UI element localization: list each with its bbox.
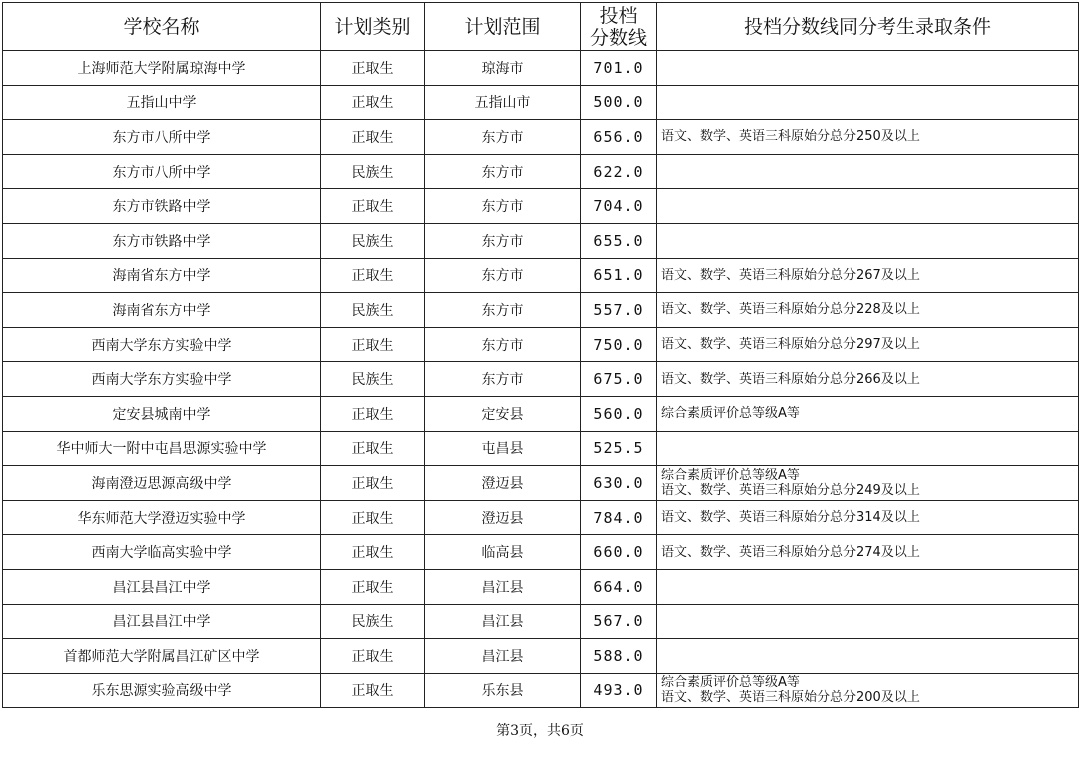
table-row (3, 500, 1079, 535)
table-row (3, 604, 1079, 639)
condition-line: 综合素质评价总等级A等 (661, 467, 800, 483)
cell-scope: 琼海市 (425, 51, 581, 86)
cell-score: 660.0 (581, 535, 657, 570)
table-row (3, 258, 1079, 293)
table-row (3, 639, 1079, 674)
table-row (3, 535, 1079, 570)
cell-condition (657, 154, 1079, 189)
condition-line: 综合素质评价总等级A等 (661, 675, 800, 691)
cell-score: 750.0 (581, 327, 657, 362)
table-header-row (3, 3, 1079, 51)
cell-school: 五指山中学 (3, 85, 321, 120)
header-score (581, 3, 657, 51)
cell-school: 西南大学东方实验中学 (3, 362, 321, 397)
cell-category: 正取生 (321, 85, 425, 120)
cell-condition (657, 466, 1079, 501)
cell-school: 华中师大一附中屯昌思源实验中学 (3, 431, 321, 466)
cell-school: 东方市八所中学 (3, 120, 321, 155)
cell-school: 上海师范大学附属琼海中学 (3, 51, 321, 86)
cell-scope: 定安县 (425, 396, 581, 431)
page-number: 第3页，共6页 (496, 723, 584, 739)
cell-school: 西南大学东方实验中学 (3, 327, 321, 362)
table-row (3, 327, 1079, 362)
cell-school: 定安县城南中学 (3, 396, 321, 431)
cell-scope: 昌江县 (425, 639, 581, 674)
cell-school: 首都师范大学附属昌江矿区中学 (3, 639, 321, 674)
cell-scope: 东方市 (425, 327, 581, 362)
header-category: 计划类别 (321, 3, 425, 51)
cell-school: 昌江县昌江中学 (3, 604, 321, 639)
cell-scope: 乐东县 (425, 673, 581, 708)
cell-scope: 屯昌县 (425, 431, 581, 466)
cell-score: 664.0 (581, 569, 657, 604)
cell-school: 东方市八所中学 (3, 154, 321, 189)
cell-condition (657, 258, 1079, 293)
cell-score: 655.0 (581, 223, 657, 258)
table-row (3, 189, 1079, 224)
cell-score: 656.0 (581, 120, 657, 155)
cell-school: 海南省东方中学 (3, 293, 321, 328)
cell-scope: 东方市 (425, 154, 581, 189)
table-row (3, 51, 1079, 86)
cell-score: 560.0 (581, 396, 657, 431)
cell-condition (657, 569, 1079, 604)
cell-category: 民族生 (321, 604, 425, 639)
condition-line: 语文、数学、英语三科原始分总分314及以上 (661, 510, 920, 526)
cell-scope: 澄迈县 (425, 466, 581, 501)
table-row (3, 431, 1079, 466)
cell-school: 西南大学临高实验中学 (3, 535, 321, 570)
table-row (3, 85, 1079, 120)
cell-category: 正取生 (321, 569, 425, 604)
header-score-line2: 分数线 (589, 26, 647, 49)
cell-school: 昌江县昌江中学 (3, 569, 321, 604)
cell-condition (657, 51, 1079, 86)
cell-category: 民族生 (321, 223, 425, 258)
cell-school: 东方市铁路中学 (3, 223, 321, 258)
condition-line: 语文、数学、英语三科原始分总分228及以上 (661, 302, 920, 318)
cell-school: 乐东思源实验高级中学 (3, 673, 321, 708)
cell-category: 正取生 (321, 120, 425, 155)
cell-condition (657, 639, 1079, 674)
cell-scope: 五指山市 (425, 85, 581, 120)
cell-school: 海南省东方中学 (3, 258, 321, 293)
table-row (3, 120, 1079, 155)
header-score-line1: 投档 (599, 4, 638, 27)
cell-school: 海南澄迈思源高级中学 (3, 466, 321, 501)
cell-score: 622.0 (581, 154, 657, 189)
cell-category: 正取生 (321, 673, 425, 708)
cell-scope: 东方市 (425, 189, 581, 224)
cell-score: 567.0 (581, 604, 657, 639)
cell-condition (657, 120, 1079, 155)
cell-score: 651.0 (581, 258, 657, 293)
cell-category: 正取生 (321, 500, 425, 535)
table-row (3, 396, 1079, 431)
cell-condition (657, 673, 1079, 708)
cell-condition (657, 327, 1079, 362)
condition-line: 语文、数学、英语三科原始分总分266及以上 (661, 371, 920, 387)
cell-category: 民族生 (321, 293, 425, 328)
cell-score: 784.0 (581, 500, 657, 535)
cell-scope: 东方市 (425, 293, 581, 328)
cell-scope: 东方市 (425, 258, 581, 293)
cell-score: 704.0 (581, 189, 657, 224)
table-row (3, 673, 1079, 708)
table-row (3, 362, 1079, 397)
cell-category: 正取生 (321, 396, 425, 431)
cell-score: 588.0 (581, 639, 657, 674)
cell-category: 正取生 (321, 327, 425, 362)
cell-scope: 临高县 (425, 535, 581, 570)
cell-score: 630.0 (581, 466, 657, 501)
cell-category: 正取生 (321, 51, 425, 86)
condition-line: 语文、数学、英语三科原始分总分297及以上 (661, 337, 920, 353)
table-row (3, 154, 1079, 189)
condition-line: 语文、数学、英语三科原始分总分250及以上 (661, 129, 920, 145)
header-condition: 投档分数线同分考生录取条件 (657, 3, 1079, 51)
table-row (3, 293, 1079, 328)
cell-scope: 澄迈县 (425, 500, 581, 535)
cell-score: 525.5 (581, 431, 657, 466)
cell-score: 701.0 (581, 51, 657, 86)
cell-category: 民族生 (321, 154, 425, 189)
cell-condition (657, 500, 1079, 535)
cell-score: 675.0 (581, 362, 657, 397)
cell-category: 民族生 (321, 362, 425, 397)
cell-scope: 东方市 (425, 362, 581, 397)
cell-category: 正取生 (321, 639, 425, 674)
cell-condition (657, 362, 1079, 397)
cell-scope: 东方市 (425, 223, 581, 258)
cell-condition (657, 431, 1079, 466)
cell-score: 557.0 (581, 293, 657, 328)
cell-condition (657, 85, 1079, 120)
cell-condition (657, 293, 1079, 328)
condition-line: 语文、数学、英语三科原始分总分267及以上 (661, 267, 920, 283)
condition-line: 语文、数学、英语三科原始分总分200及以上 (661, 690, 920, 706)
cell-category: 正取生 (321, 431, 425, 466)
cell-school: 东方市铁路中学 (3, 189, 321, 224)
cell-school: 华东师范大学澄迈实验中学 (3, 500, 321, 535)
condition-line: 语文、数学、英语三科原始分总分249及以上 (661, 482, 920, 498)
cell-score: 500.0 (581, 85, 657, 120)
table-row (3, 569, 1079, 604)
table-row (3, 466, 1079, 501)
table-body (3, 51, 1079, 708)
cell-condition (657, 189, 1079, 224)
cell-score: 493.0 (581, 673, 657, 708)
cell-condition (657, 535, 1079, 570)
header-scope: 计划范围 (425, 3, 581, 51)
header-school: 学校名称 (3, 3, 321, 51)
cell-scope: 昌江县 (425, 569, 581, 604)
condition-line: 综合素质评价总等级A等 (661, 406, 800, 422)
cell-condition (657, 223, 1079, 258)
cell-category: 正取生 (321, 189, 425, 224)
table-row (3, 223, 1079, 258)
cell-condition (657, 604, 1079, 639)
condition-line: 语文、数学、英语三科原始分总分274及以上 (661, 544, 920, 560)
cell-category: 正取生 (321, 535, 425, 570)
admission-score-table (2, 2, 1079, 708)
cell-scope: 昌江县 (425, 604, 581, 639)
cell-category: 正取生 (321, 258, 425, 293)
cell-scope: 东方市 (425, 120, 581, 155)
cell-category: 正取生 (321, 466, 425, 501)
cell-condition (657, 396, 1079, 431)
